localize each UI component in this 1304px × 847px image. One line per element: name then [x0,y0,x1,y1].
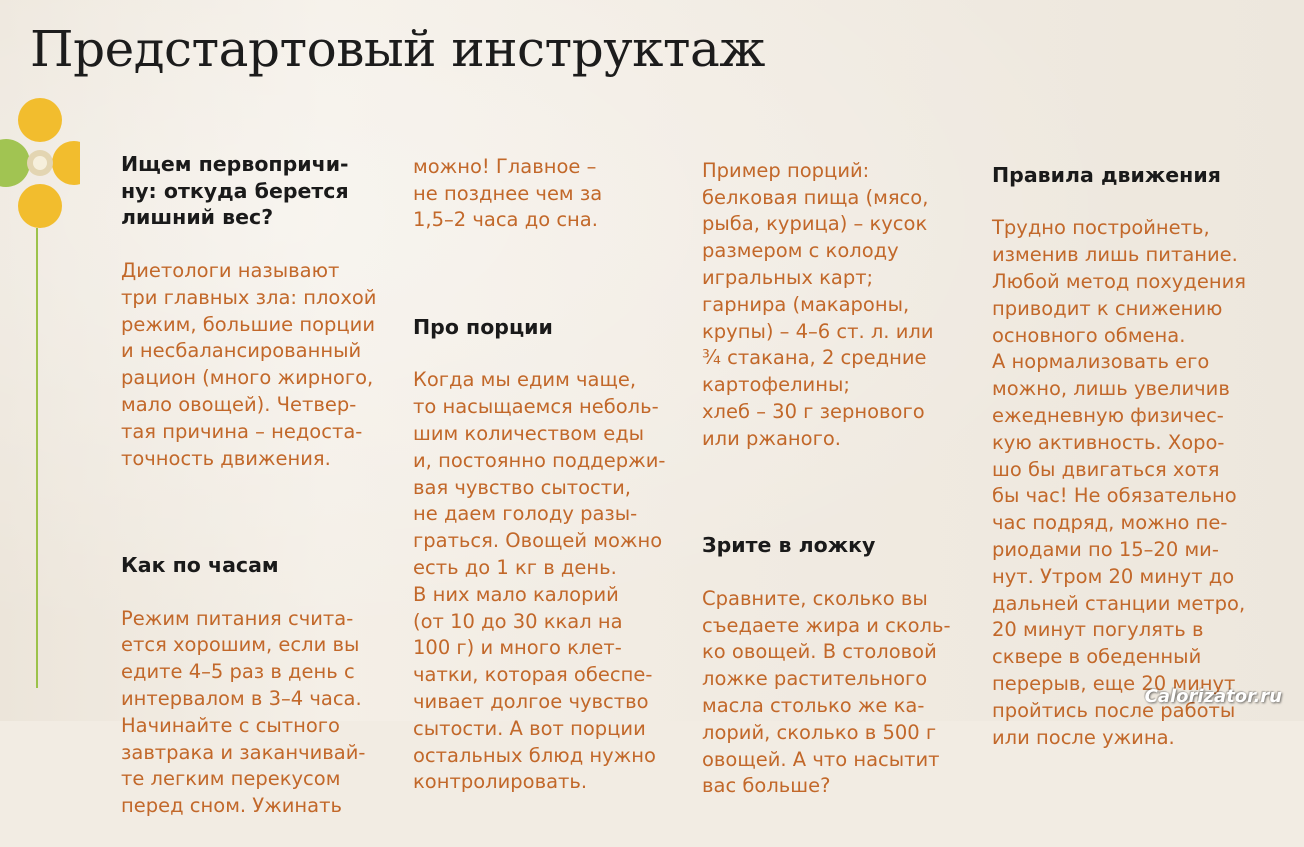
column-4 [992,135,1282,778]
paragraph-three-evils: Диетологи называют три главных зла: плохой режим, большие порции и несбалансированный рацион (много жирного, мало овощей). Четвер- тая причина – недоста- точность движения. [121,258,377,470]
heading-portions: Про порции [413,314,553,339]
paragraph-physical-activity: Трудно постройнеть, изменив лишь питание. Любой метод похудения приводит к снижению основного обмена. А нормализовать его можно, лишь увеличив ежедневную физичес- кую активность. Хоро- шо бы двигаться хотя бы час! Не обязательно час подряд, можно пе- риодами по 15–20 ми- нут. Утром 20 минут до дальней станции метро, 20 минут погулять в сквере в обеденный перерыв, еще 20 минут пройтись после работы или после ужина. [992,216,1246,749]
heading-look-at-spoon: Зрите в ложку [702,533,876,558]
paragraph-portions: Когда мы едим чаще, то насыщаемся неболь- шим количеством еды и, постоянно поддержи- вая чувство сытости, не даем голоду разы- граться. Овощей можно есть до 1 кг в день. В них мало калорий (от 10 до 30 ккал на 100 г) и много клет- чатки, которая обеспе- чивает долгое чувство сытости. А вот порции остальных блюд нужно контролировать. [413,368,666,794]
paragraph-dinner-allowed: можно! Главное – не позднее чем за 1,5–2 часа до сна. [413,154,603,232]
heading-movement-rules: Правила движения [992,162,1221,187]
page-title: Предстартовый инструктаж [30,20,765,78]
paragraph-oil-vs-vegetables: Сравните, сколько вы съедаете жира и сколь- ко овощей. В столовой ложке растительного масла столько же ка- лорий, сколько в 500 г овощей. А что насытит вас больше? [702,586,951,798]
paragraph-meal-schedule: Режим питания счита- ется хорошим, если вы едите 4–5 раз в день с интервалом в 3–4 часа. Начинайте с сытного завтрака и заканчивай- те легким перекусом перед сном. Ужинать [121,606,366,818]
column-3 [702,131,972,827]
flower-decoration-icon [0,98,80,228]
heading-root-cause: Ищем первопричи- ну: откуда берется лишний вес? [121,151,349,230]
watermark: Calorizator.ru [1144,686,1282,707]
decorative-vertical-line [36,228,38,688]
column-2 [413,127,683,823]
heading-like-clockwork: Как по часам [121,552,279,577]
paragraph-portion-examples: Пример порций: белковая пища (мясо, рыба, курица) – кусок размером с колоду игральных карт; гарнира (макароны, крупы) – 4–6 ст. л. или ¾ стакана, 2 средние картофелины; хлеб – 30 г зернового или ржаного. [702,158,934,450]
column-1 [121,124,391,847]
